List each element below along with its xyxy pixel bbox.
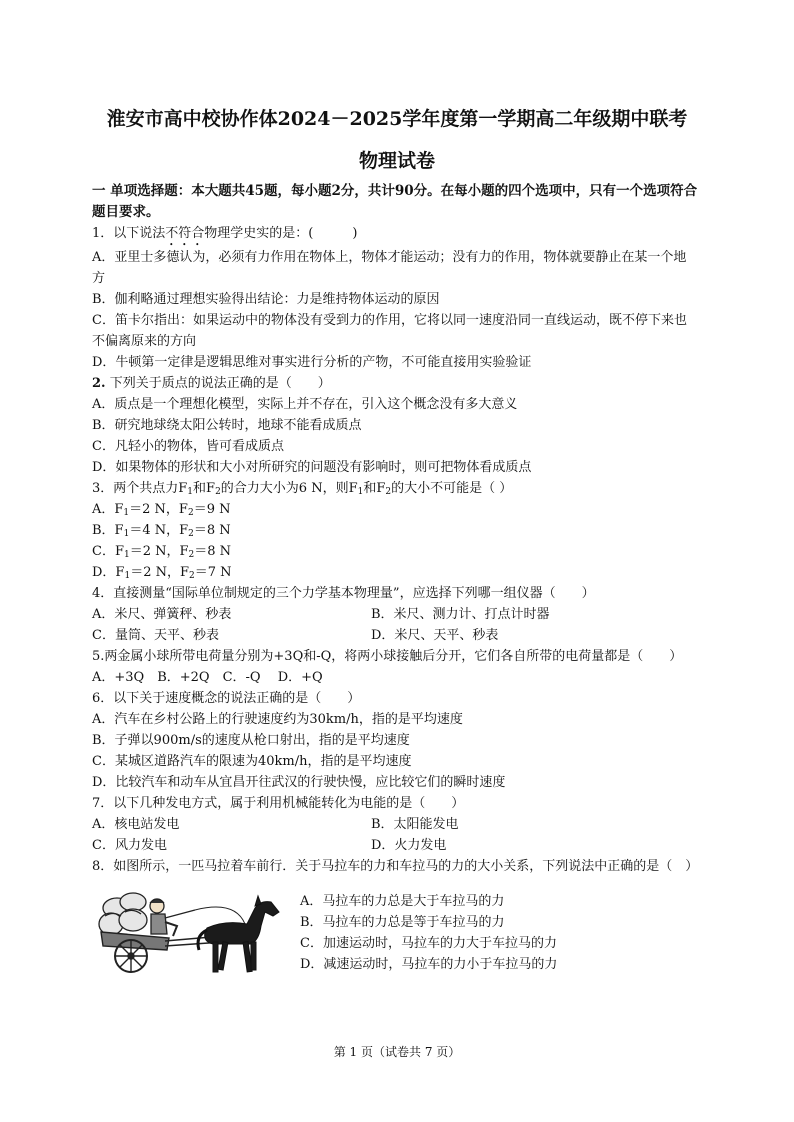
question-6-option-b: B．子弹以900m/s的速度从枪口射出，指的是平均速度 bbox=[92, 733, 410, 748]
question-5-stem: 5.两金属小球所带电荷量分别为+3Q和-Q，将两小球接触后分开，它们各自所带的电荷量都是（ ） bbox=[92, 649, 683, 664]
question-6-option-d: D．比较汽车和动车从宜昌开往武汉的行驶快慢，应比较它们的瞬时速度 bbox=[92, 775, 506, 790]
emphasis-text: 不符合 bbox=[165, 226, 205, 241]
question-3-option-b: B．$F_1=4$ N，$F_2=8$ N bbox=[92, 523, 231, 539]
question-1-stem: 1．以下说法不符合物理学史实的是：( ) bbox=[92, 226, 358, 241]
question-6-option-c: C．某城区道路汽车的限速为40km/h，指的是平均速度 bbox=[92, 754, 412, 769]
question-8-stem: 8．如图所示，一匹马拉着车前行．关于马拉车的力和车拉马的力的大小关系，下列说法中正确的是（ ） bbox=[92, 859, 699, 874]
question-3-option-a: A．$F_1=2$ N，$F_2=9$ N bbox=[92, 502, 231, 518]
section-heading-line2: 题目要求。 bbox=[92, 204, 160, 220]
question-1-option-c-line2: 不偏离原来的方向 bbox=[92, 334, 197, 349]
question-6-option-a: A．汽车在乡村公路上的行驶速度约为30km/h，指的是平均速度 bbox=[92, 712, 463, 727]
question-8-option-c: C．加速运动时，马拉车的力大于车拉马的力 bbox=[300, 936, 557, 951]
question-1-option-a-line1: A．亚里士多德认为，必须有力作用在物体上，物体才能运动；没有力的作用，物体就要静止在某一个地 bbox=[92, 250, 687, 265]
question-8-option-a: A．马拉车的力总是大于车拉马的力 bbox=[300, 894, 505, 909]
section-heading-line1: 一 单项选择题：本大题共45题，每小题2分，共计90分。在每小题的四个选项中，只有一个选项符合 bbox=[92, 183, 698, 199]
question-8-option-b: B．马拉车的力总是等于车拉马的力 bbox=[300, 915, 505, 930]
question-5-options: A．+3Q B．+2Q C．-Q D．+Q bbox=[92, 670, 323, 685]
question-4-option-a: A．米尺、弹簧秤、秒表 bbox=[92, 607, 232, 622]
horse-cart-illustration bbox=[95, 886, 285, 981]
question-7-option-d: D．火力发电 bbox=[371, 838, 447, 853]
question-4-option-c: C．量筒、天平、秒表 bbox=[92, 628, 219, 643]
exam-title: 淮安市高中校协作体2024－2025学年度第一学期高二年级期中联考 bbox=[106, 108, 688, 130]
question-1-option-c-line1: C．笛卡尔指出：如果运动中的物体没有受到力的作用，它将以同一速度沿同一直线运动，既不停下来也 bbox=[92, 313, 687, 328]
question-1-option-a-line2: 方 bbox=[92, 271, 106, 286]
question-4-option-b: B．米尺、测力计、打点计时器 bbox=[371, 607, 550, 622]
page-footer: 第 1 页（试卷共 7 页） bbox=[333, 1045, 461, 1059]
question-3-option-d: D．$F_1=2$ N，$F_2=7$ N bbox=[92, 565, 232, 581]
question-2-option-a: A．质点是一个理想化模型，实际上并不存在，引入这个概念没有多大意义 bbox=[92, 397, 518, 412]
question-7-stem: 7．以下几种发电方式，属于利用机械能转化为电能的是（ ） bbox=[92, 796, 465, 811]
question-4-option-d: D．米尺、天平、秒表 bbox=[371, 628, 499, 643]
question-3-stem: 3．两个共点力$F_1$和$F_2$的合力大小为6 N，则$F_1$和$F_2$的大小不可能是（ ） bbox=[92, 481, 513, 497]
cargo-icon bbox=[99, 893, 147, 935]
question-2-option-c: C．凡轻小的物体，皆可看成质点 bbox=[92, 439, 284, 454]
question-1-option-d: D．牛顿第一定律是逻辑思维对事实进行分析的产物，不可能直接用实验验证 bbox=[92, 355, 532, 370]
question-2-option-d: D．如果物体的形状和大小对所研究的问题没有影响时，则可把物体看成质点 bbox=[92, 460, 532, 475]
question-1-option-b: B．伽利略通过理想实验得出结论：力是维持物体运动的原因 bbox=[92, 292, 440, 307]
question-6-stem: 6．以下关于速度概念的说法正确的是（ ） bbox=[92, 691, 361, 706]
question-7-option-c: C．风力发电 bbox=[92, 838, 167, 853]
question-8-option-d: D．减速运动时，马拉车的力小于车拉马的力 bbox=[300, 957, 558, 972]
question-7-option-b: B．太阳能发电 bbox=[371, 817, 459, 832]
question-2-option-b: B．研究地球绕太阳公转时，地球不能看成质点 bbox=[92, 418, 362, 433]
question-2-stem: 2. 下列关于质点的说法正确的是（ ） bbox=[92, 376, 331, 391]
question-7-option-a: A．核电站发电 bbox=[92, 817, 180, 832]
question-4-stem: 4．直接测量“国际单位制规定的三个力学基本物理量”，应选择下列哪一组仪器（ ） bbox=[92, 586, 595, 601]
question-3-option-c: C．$F_1=2$ N，$F_2=8$ N bbox=[92, 544, 232, 560]
exam-subtitle: 物理试卷 bbox=[358, 150, 435, 172]
